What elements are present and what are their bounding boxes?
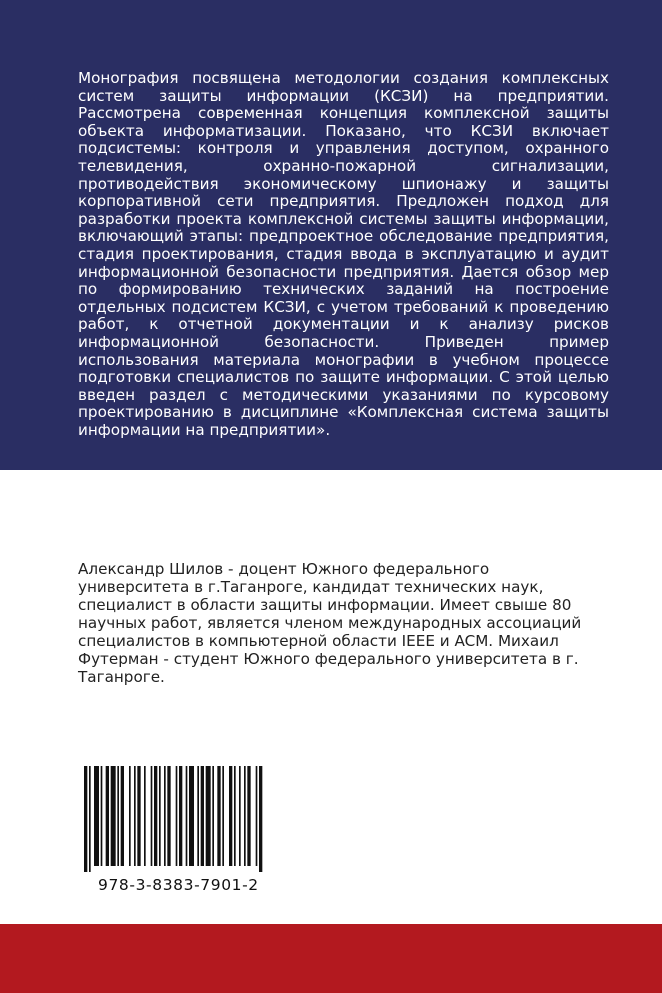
barcode-bar — [244, 766, 246, 866]
barcode-bar — [111, 766, 116, 866]
bottom-stripe — [0, 924, 662, 993]
barcode-bar — [212, 766, 214, 866]
book-description: Монография посвящена методологии создания комплексных систем защиты информации (КСЗИ) на предприятии. Рассмотрена современная концепция комплексной защиты объекта информатизации. Показано, что КСЗИ включает подсистемы: контроля и управления доступом, охранного телевидения, охранно-пожарной сигнализации, противодействия экономическому шпионажу и защиты корпоративной сети предприятия. Предложен подход для разработки проекта комплексной системы защиты информации, включающий этапы: предпроектное обследование предприятия, стадия проектирования, стадия ввода в эксплуатацию и аудит информационной безопасности предприятия. Дается обзор мер по формированию технических заданий на построение отдельных подсистем КСЗИ, с учетом требований к проведению работ, к отчетной документации и к анализу рисков информационной безопасности. Приведен пример использования материала монографии в учебном процессе подготовки специалистов по защите информации. С этой целью введен раздел с методическими указаниями по курсовому проектированию в дисциплине «Комплексная система защиты информации на предприятии». — [78, 69, 609, 439]
barcode-bar — [144, 766, 146, 866]
barcode-bar — [201, 766, 204, 866]
isbn-number: 978-3-8383-7901-2 — [98, 876, 259, 894]
barcode-bar — [234, 766, 236, 866]
barcode-bar — [217, 766, 220, 866]
barcode-bar — [117, 766, 119, 866]
barcode-bar — [129, 766, 131, 866]
barcode-bar — [189, 766, 194, 866]
barcode-bar — [151, 766, 153, 866]
barcode-bar — [94, 766, 99, 866]
barcode-bar — [89, 766, 91, 872]
barcode-bar — [239, 766, 241, 866]
barcode-bar — [176, 766, 178, 866]
barcode-bar — [164, 766, 166, 866]
barcode-bar — [137, 766, 140, 866]
barcode-image — [84, 766, 264, 872]
barcode-bar — [84, 766, 87, 872]
barcode-bar — [167, 766, 170, 866]
barcode-bar — [186, 766, 188, 866]
barcode-bar — [256, 766, 258, 866]
barcode-bar — [134, 766, 136, 866]
description-panel — [0, 0, 662, 470]
barcode-bar — [179, 766, 182, 866]
barcode-bar — [197, 766, 199, 866]
barcode-bar — [106, 766, 109, 866]
barcode-bar — [159, 766, 161, 866]
author-bio: Александр Шилов - доцент Южного федерального университета в г.Таганроге, кандидат технических наук, специалист в области защиты информации. Имеет свыше 80 научных работ, является членом международных ассоциаций специалистов в компьютерной области IEEE и ACM. Михаил Футерман - студент Южного федерального университета в г. Таганроге. — [78, 560, 582, 686]
barcode-bar — [247, 766, 250, 866]
barcode-bar — [222, 766, 224, 866]
barcode-bar — [229, 766, 232, 866]
barcode-bar — [259, 766, 262, 872]
barcode-bar — [206, 766, 211, 866]
barcode-bar — [101, 766, 103, 866]
barcode-bar — [154, 766, 157, 866]
barcode-bar — [121, 766, 124, 866]
